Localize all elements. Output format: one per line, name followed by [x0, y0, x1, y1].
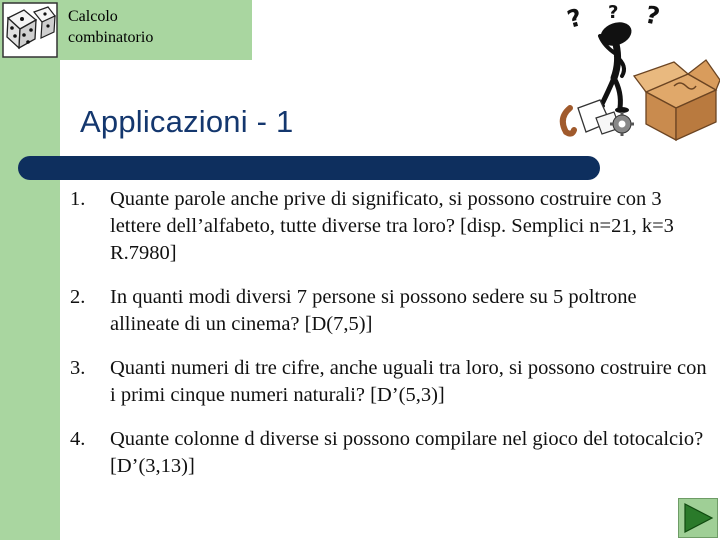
- course-title-line2: combinatorio: [68, 29, 154, 46]
- list-item-number: 4.: [70, 428, 86, 450]
- list-item-text: Quante parole anche prive di significato, si possono costruire con 3 lettere dell’alfabeto, tutte diverse tra loro? [disp. Semplici n=21, k=3 R.7980]: [110, 188, 674, 264]
- slide-title: Applicazioni - 1: [80, 104, 294, 139]
- list-item: [70, 426, 710, 480]
- next-slide-button[interactable]: [678, 498, 718, 538]
- header-band: [0, 0, 252, 60]
- dice-icon: [2, 2, 58, 58]
- title-underline-bar: [18, 156, 600, 180]
- list-item-text: In quanti modi diversi 7 persone si possono sedere su 5 poltrone allineate di un cinema? [D(7,5)]: [110, 286, 637, 335]
- next-slide-arrow-icon: [679, 499, 717, 537]
- list-item-number: 2.: [70, 286, 86, 308]
- list-item-number: 3.: [70, 357, 86, 379]
- list-item: [70, 186, 710, 267]
- thinking-figure-box-illustration: [556, 0, 720, 150]
- list-item: [70, 355, 710, 409]
- list-item-text: Quante colonne d diverse si possono compilare nel gioco del totocalcio? [D’(3,13)]: [110, 428, 704, 477]
- svg-text:?: ?: [608, 2, 619, 23]
- list-item-text: Quanti numeri di tre cifre, anche uguali tra loro, si possono costruire con i primi cinque numeri naturali? [D’(5,3)]: [110, 357, 707, 406]
- svg-text:?: ?: [642, 0, 663, 31]
- course-title: [68, 6, 153, 48]
- list-item-number: 1.: [70, 188, 86, 210]
- svg-text:?: ?: [564, 3, 586, 34]
- list-item: [70, 284, 710, 338]
- course-title-line1: Calcolo: [68, 8, 118, 25]
- left-sidebar-strip: [0, 0, 60, 540]
- problem-list: [70, 186, 710, 497]
